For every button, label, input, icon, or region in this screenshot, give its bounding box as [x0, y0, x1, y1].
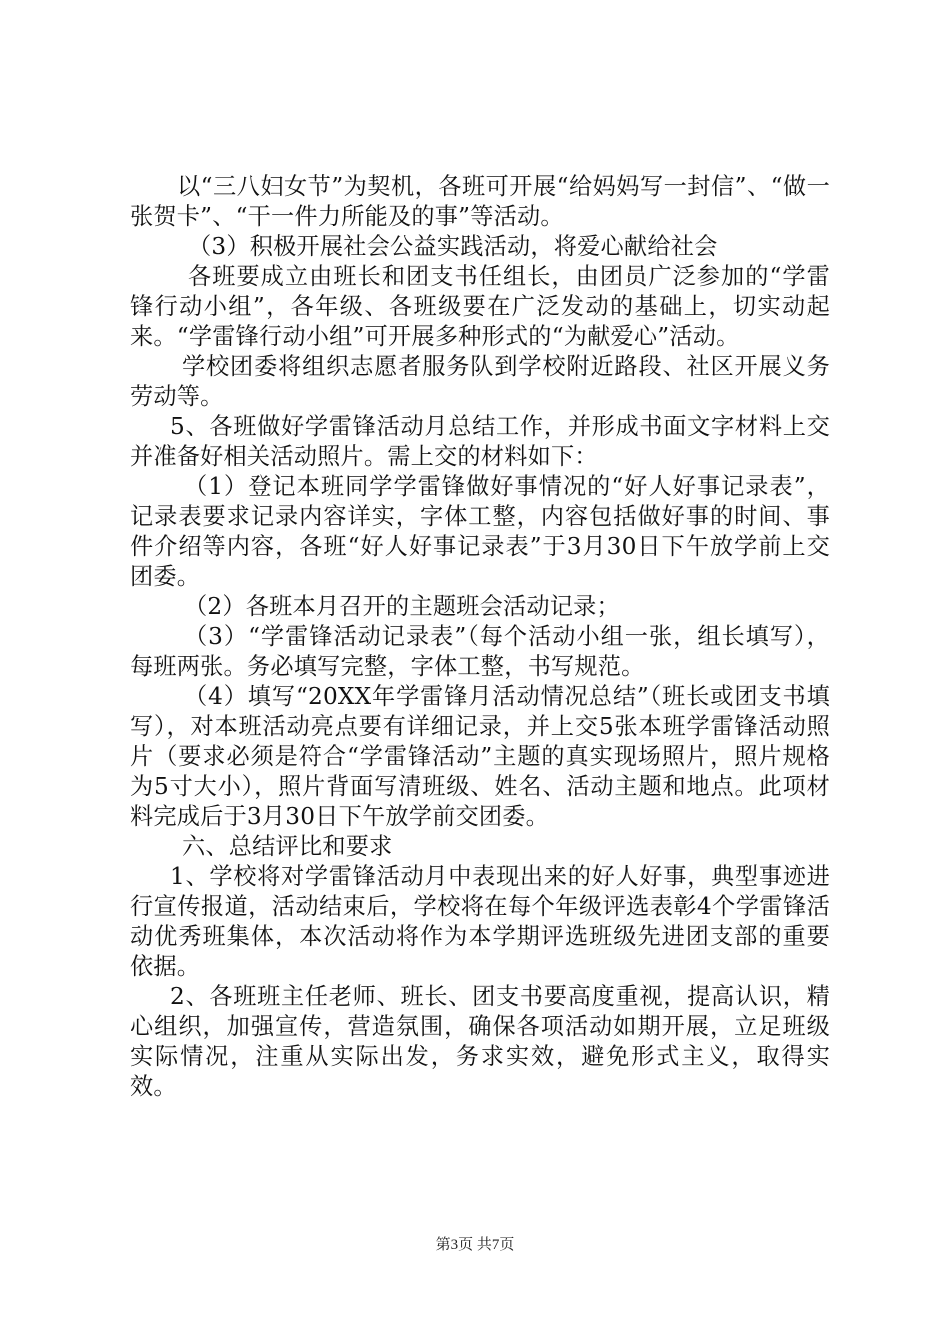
paragraph: 各班要成立由班长和团支书任组长，由团员广泛参加的“学雷锋行动小组”，各年级、各班级要在广泛发动的基础上，切实动起来。“学雷锋行动小组”可开展多种形式的“为献爱心”活动。: [130, 263, 830, 350]
list-item: （1）登记本班同学学雷锋做好事情况的“好人好事记录表”，记录表要求记录内容详实，字体工整，内容包括做好事的时间、事件介绍等内容，各班“好人好事记录表”于3月30日下午放学前上交团委。: [130, 473, 830, 590]
list-item: （2）各班本月召开的主题班会活动记录；: [184, 593, 620, 620]
list-item: （3）“学雷锋活动记录表”（每个活动小组一张，组长填写），每班两张。务必填写完整，字体工整，书写规范。: [130, 623, 830, 680]
paragraph-heading: （3）积极开展社会公益实践活动，将爱心献给社会: [188, 233, 718, 260]
paragraph: 以“三八妇女节”为契机，各班可开展“给妈妈写一封信”、“做一张贺卡”、“干一件力所能及的事”等活动。: [130, 173, 830, 230]
page-number-footer: 第3页 共7页: [435, 1237, 515, 1253]
list-item: （4）填写“20XX年学雷锋月活动情况总结”（班长或团支书填写），对本班活动亮点要有详细记录，并上交5张本班学雷锋活动照片（要求必须是符合“学雷锋活动”主题的真实现场照片，照片规格为5寸大小），照片背面写清班级、姓名、活动主题和地点。此项材料完成后于3月30日下午放学前交团委。: [130, 683, 830, 830]
document-body: [130, 172, 830, 1102]
paragraph: 1、学校将对学雷锋活动月中表现出来的好人好事，典型事迹进行宣传报道，活动结束后，学校将在每个年级评选表彰4个学雷锋活动优秀班集体，本次活动将作为本学期评选班级先进团支部的重要依据。: [130, 863, 830, 980]
section-heading: 六、总结评比和要求: [182, 833, 393, 860]
paragraph: 学校团委将组织志愿者服务队到学校附近路段、社区开展义务劳动等。: [130, 353, 830, 410]
paragraph: 5、各班做好学雷锋活动月总结工作，并形成书面文字材料上交并准备好相关活动照片。需上交的材料如下：: [130, 413, 830, 470]
paragraph: 2、各班班主任老师、班长、团支书要高度重视，提高认识，精心组织，加强宣传，营造氛围，确保各项活动如期开展，立足班级实际情况，注重从实际出发，务求实效，避免形式主义，取得实效。: [130, 983, 830, 1100]
